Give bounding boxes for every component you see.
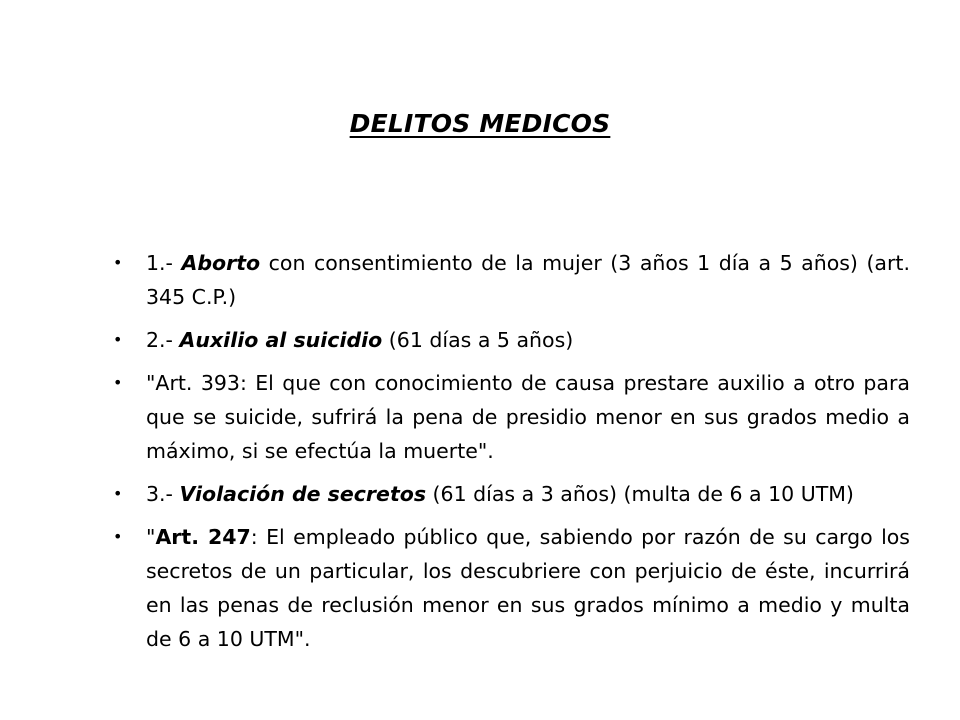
item-description: con consentimiento de la mujer (3 años 1 día a 5 años) (art. 345 C.P.) [146, 251, 910, 309]
bullet-icon: • [113, 330, 123, 349]
bullet-icon: • [113, 527, 123, 546]
item-number: 3.- [146, 482, 180, 506]
item-term: Violación de secretos [179, 482, 427, 506]
item-term: Aborto [181, 251, 261, 275]
bullet-item-art-393 [113, 366, 910, 468]
item-quote-open: " [146, 525, 156, 549]
bullet-list [113, 246, 910, 665]
item-quote: : El empleado público que, sabiendo por razón de su cargo los secretos de un particular, los descubriere con perjuicio de éste, incurrirá en las penas de reclusión menor en sus grados mínimo a medio y multa de 6 a 10 UTM". [146, 525, 910, 651]
item-number: 1.- [146, 251, 182, 275]
bullet-item-art-247 [113, 520, 910, 656]
bullet-icon: • [113, 484, 123, 503]
bullet-item-aborto [113, 246, 910, 314]
item-article: Art. 247 [155, 525, 251, 549]
bullet-item-violacion-secretos [113, 477, 910, 511]
item-term: Auxilio al suicidio [179, 328, 383, 352]
slide-title: DELITOS MEDICOS [349, 109, 611, 138]
bullet-item-auxilio-suicidio [113, 323, 910, 357]
item-number: 2.- [146, 328, 180, 352]
item-description: (61 días a 5 años) [382, 328, 574, 352]
bullet-icon: • [113, 373, 123, 392]
bullet-icon: • [113, 253, 123, 272]
item-quote: "Art. 393: El que con conocimiento de causa prestare auxilio a otro para que se suicide, sufrirá la pena de presidio menor en sus grados medio a máximo, si se efectúa la muerte". [146, 371, 910, 463]
item-description: (61 días a 3 años) (multa de 6 a 10 UTM) [426, 482, 854, 506]
